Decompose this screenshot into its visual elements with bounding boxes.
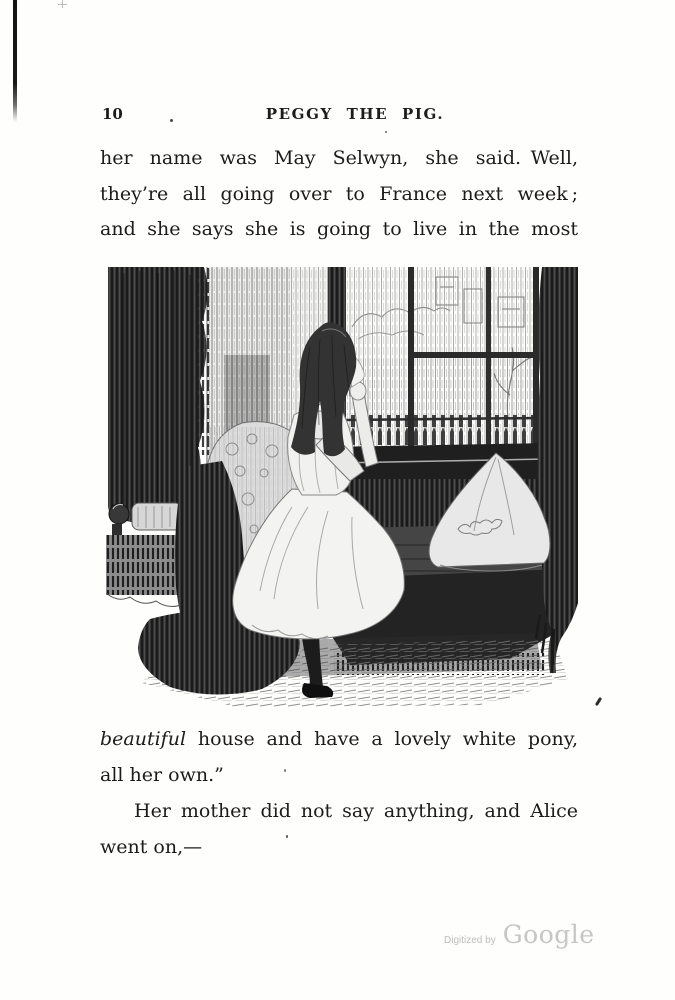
page-number: 10 [102,105,123,123]
text-line: her name was May Selwyn, she said. Well, [100,147,578,169]
text-line: Her mother did not say anything, and Alice [134,800,578,822]
text-line: went on,— [100,836,203,858]
italic-word: beautiful [100,728,187,750]
illustration-girl-at-window [106,267,578,712]
chair-knob [109,504,129,524]
scan-artifact-cross [58,0,67,8]
text-line: all her own.” [100,764,224,786]
paragraph-top [100,141,578,248]
digitized-by-text: Digitized by [444,935,496,946]
text-segment: house and have a lovely white pony, [186,728,578,750]
scan-artifact-line [13,0,17,122]
watermark [444,920,595,949]
text-line [100,721,578,757]
engraving-svg [106,267,578,712]
text-line: and she says she is going to live in the most [100,218,578,240]
paragraph-bottom [100,721,578,865]
google-logo: Google [502,920,595,949]
ink-speck [385,131,387,133]
ink-tick-mark [595,697,602,706]
text-line: they’re all going over to France next week ; [100,182,578,205]
running-title: PEGGY THE PIG. [265,105,445,123]
page-header [100,105,578,125]
